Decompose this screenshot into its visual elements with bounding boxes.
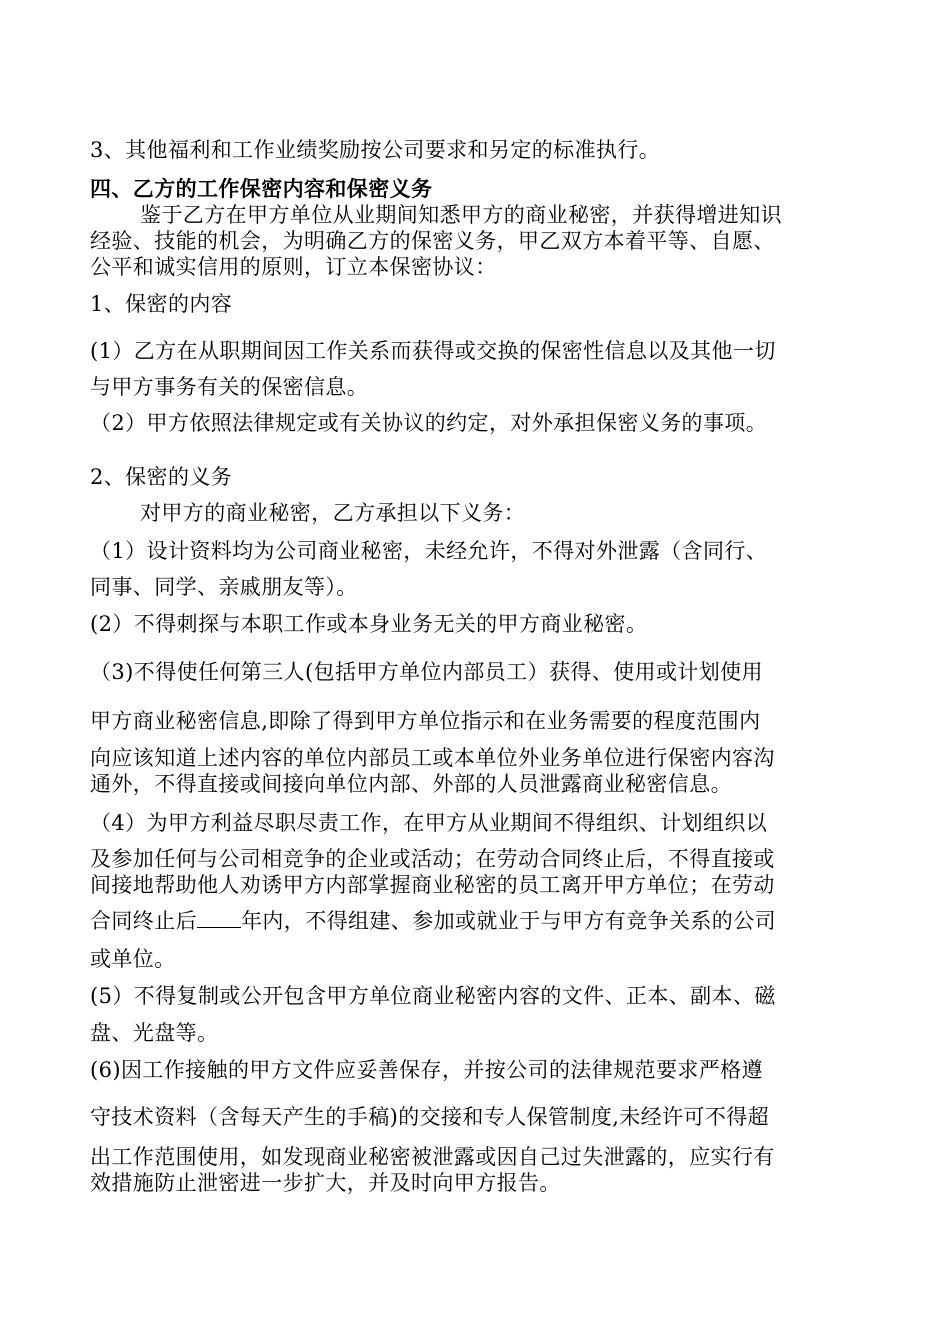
obligation-5-line-1: (5）不得复制或公开包含甲方单位商业秘密内容的文件、正本、副本、磁 [90, 984, 776, 1008]
obligation-3-line-4: 通外，不得直接或间接向单位内部、外部的人员泄露商业秘密信息。 [90, 772, 732, 796]
subheading-obligations: 2、保密的义务 [90, 465, 233, 489]
obligation-6-line-4: 效措施防止泄密进一步扩大，并及时向甲方报告。 [90, 1171, 561, 1195]
obligation-6-line-1: (6)因工作接触的甲方文件应妥善保存，并按公司的法律规范要求严格遵 [90, 1058, 763, 1082]
obligation-4-line-3: 间接地帮助他人劝诱甲方内部掌握商业秘密的员工离开甲方单位；在劳动 [90, 873, 775, 897]
obligation-4-line-5: 或单位。 [90, 947, 176, 971]
obligation-2: (2）不得刺探与本职工作或本身业务无关的甲方商业秘密。 [90, 612, 648, 636]
intro-line-1: 鉴于乙方在甲方单位从业期间知悉甲方的商业秘密，并获得增进知识 [140, 203, 782, 227]
obligation-1-line-1: （1）设计资料均为公司商业秘密，未经允许，不得对外泄露（含同行、 [90, 539, 768, 563]
obligation-4-line-4-end: 年内，不得组建、参加或就业于与甲方有竞争关系的公司 [241, 909, 776, 933]
obligation-5-line-2: 盘、光盘等。 [90, 1021, 219, 1045]
obligations-intro: 对甲方的商业秘密，乙方承担以下义务： [140, 501, 526, 525]
content-item-1-line-1: (1）乙方在从职期间因工作关系而获得或交换的保密性信息以及其他一切 [90, 339, 776, 363]
section-heading-confidentiality: 四、乙方的工作保密内容和保密义务 [90, 176, 433, 201]
obligation-3-line-3: 向应该知道上述内容的单位内部员工或本单位外业务单位进行保密内容沟 [90, 746, 775, 770]
obligation-3-line-2: 甲方商业秘密信息,即除了得到甲方单位指示和在业务需要的程度范围内 [90, 709, 761, 733]
content-item-2: （2）甲方依照法律规定或有关协议的约定，对外承担保密义务的事项。 [90, 411, 768, 435]
obligation-3-line-1: （3)不得使任何第三人(包括甲方单位内部员工）获得、使用或计划使用 [90, 660, 763, 684]
intro-line-3: 公平和诚实信用的原则，订立本保密协议： [90, 255, 497, 279]
obligation-4-line-4 [90, 908, 776, 934]
paragraph-welfare-line: 3、其他福利和工作业绩奖励按公司要求和另定的标准执行。 [90, 138, 661, 162]
obligation-4-line-1: （4）为甲方利益尽职尽责工作，在甲方从业期间不得组织、计划组织以 [90, 811, 768, 835]
subheading-content: 1、保密的内容 [90, 292, 233, 316]
obligation-6-line-2: 守技术资料（含每天产生的手稿)的交接和专人保管制度,未经许可不得超 [90, 1105, 770, 1129]
years-blank-field [197, 909, 241, 928]
obligation-4-line-4-start: 合同终止后 [90, 909, 197, 933]
intro-line-2: 经验、技能的机会，为明确乙方的保密义务，甲乙双方本着平等、自愿、 [90, 229, 775, 253]
obligation-6-line-3: 出工作范围使用，如发现商业秘密被泄露或因自己过失泄露的，应实行有 [90, 1145, 775, 1169]
obligation-4-line-2: 及参加任何与公司相竞争的企业或活动；在劳动合同终止后，不得直接或 [90, 847, 775, 871]
obligation-1-line-2: 同事、同学、亲戚朋友等）。 [90, 575, 358, 599]
content-item-1-line-2: 与甲方事务有关的保密信息。 [90, 375, 369, 399]
